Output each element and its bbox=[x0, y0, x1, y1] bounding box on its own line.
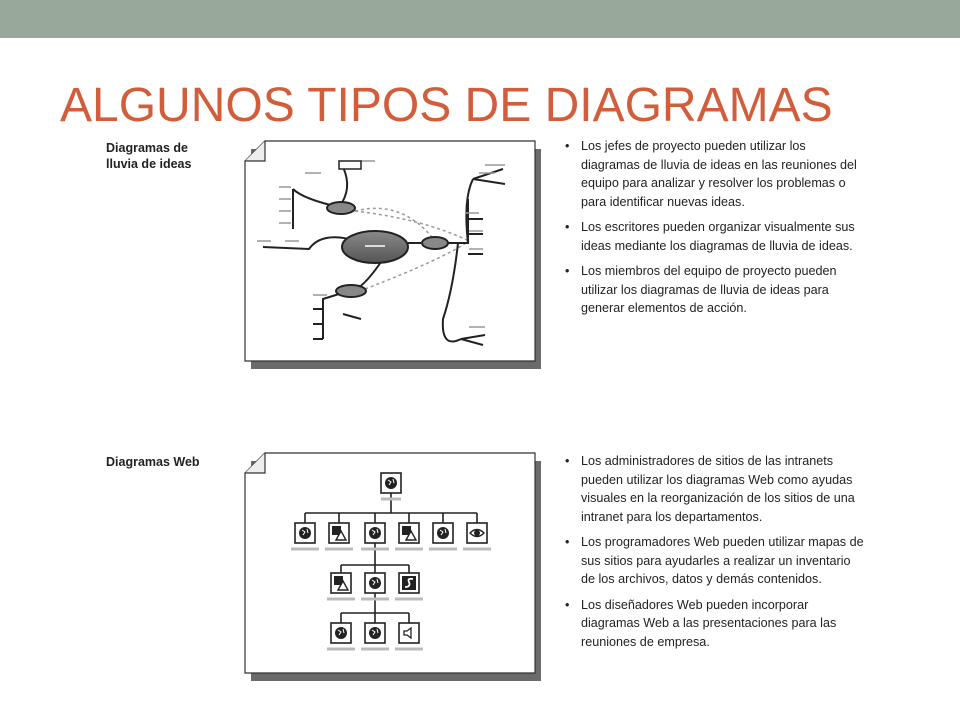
section-label-web: Diagramas Web bbox=[106, 455, 200, 469]
web-diagram-illustration bbox=[243, 451, 543, 683]
top-accent-bar bbox=[0, 0, 960, 38]
list-item: • Los diseñadores Web pueden incorporar diagramas Web a las presentaciones para las reuniones de empresa. bbox=[565, 597, 837, 649]
list-item: • Los jefes de proyecto pueden utilizar los diagramas de lluvia de ideas en las reuniones del equipo para analizar y resolver los problemas o para identificar nuevas ideas. bbox=[565, 139, 857, 209]
list-item: • Los escritores pueden organizar visualmente sus ideas mediante los diagramas de lluvia de ideas. bbox=[565, 220, 855, 253]
web-bullet-list bbox=[565, 452, 865, 658]
bullet-text: Los diseñadores Web pueden incorporar diagramas Web a las presentaciones para las reuniones de empresa. bbox=[581, 597, 837, 649]
brainstorm-diagram-illustration bbox=[243, 139, 543, 371]
list-item: • Los miembros del equipo de proyecto pueden utilizar los diagramas de lluvia de ideas para generar elementos de acción. bbox=[565, 264, 837, 315]
list-item: • Los programadores Web pueden utilizar mapas de sus sitios para ayudarles a realizar un inventario de los archivos, datos y demás contenidos. bbox=[565, 535, 864, 586]
bullet-text: Los jefes de proyecto pueden utilizar los diagramas de lluvia de ideas en las reuniones del equipo para analizar y resolver los problemas o para identificar nuevas ideas. bbox=[581, 139, 857, 209]
bullet-text: Los miembros del equipo de proyecto pueden utilizar los diagramas de lluvia de ideas para generar elementos de acción. bbox=[581, 264, 837, 315]
bullet-text: Los programadores Web pueden utilizar mapas de sus sitios para ayudarles a realizar un inventario de los archivos, datos y demás contenidos. bbox=[581, 535, 864, 586]
slide-title: ALGUNOS TIPOS DE DIAGRAMAS bbox=[60, 79, 833, 132]
brainstorm-bullet-list bbox=[565, 137, 865, 325]
bullet-text: Los administradores de sitios de las intranets pueden utilizar los diagramas Web como ayudas visuales en la reorganización de los sitios de una intranet para los departamentos. bbox=[581, 454, 855, 524]
bullet-text: Los escritores pueden organizar visualmente sus ideas mediante los diagramas de lluvia de ideas. bbox=[581, 220, 855, 253]
section-label-brainstorm: Diagramas de lluvia de ideas bbox=[106, 141, 192, 171]
list-item: • Los administradores de sitios de las intranets pueden utilizar los diagramas Web como ayudas visuales en la reorganización de los sitios de una intranet para los departamentos. bbox=[565, 454, 855, 524]
